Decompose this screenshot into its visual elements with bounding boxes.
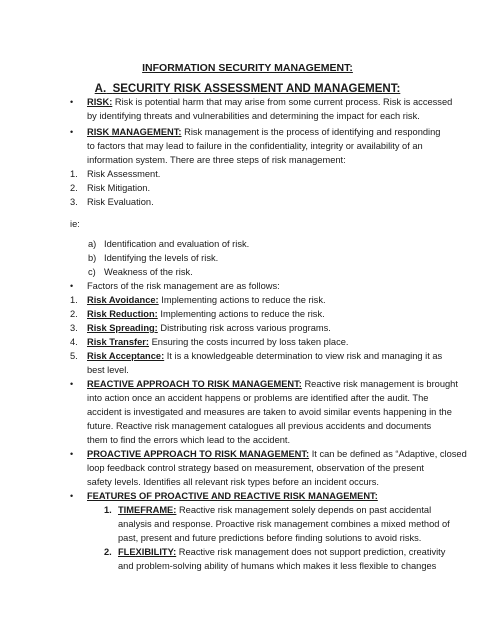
step-num: 1. [70,169,78,179]
risk-label: RISK: [87,97,113,107]
proactive-line-3: safety levels. Identifies all relevant risk types before an incident occurs. [87,477,379,487]
features-label-line [87,490,378,502]
proactive-text-1: It can be defined as “Adaptive, closed [309,449,467,459]
risk-management-label: RISK MANAGEMENT: [87,127,182,137]
ie-label: ie: [70,219,80,229]
factor-item [87,322,331,334]
proactive-line-1 [87,448,467,460]
feature-label: TIMEFRAME: [118,505,177,515]
bullet-proactive: • [70,449,74,459]
factor-text: Distributing risk across various programs. [157,323,331,333]
reactive-line-4: future. Reactive risk management catalogues all previous accidents and documents [87,421,432,431]
factor-label: Risk Transfer: [87,337,150,347]
factor-label: Risk Acceptance: [87,351,165,361]
factor-num: 4. [70,337,78,347]
factor-item [87,294,326,306]
feature-1-line-2: analysis and response. Proactive risk management combines a mixed method of [118,519,450,529]
feature-2-line-1 [118,546,445,558]
rm-line-3: information system. There are three steps of risk management: [87,155,346,165]
factor-item [87,336,349,348]
risk-text-1: Risk is potential harm that may arise from some current process. Risk is accessed [112,97,453,107]
step-text: Risk Evaluation. [87,197,154,207]
factor-item [87,350,442,362]
sub-item-text: Weakness of the risk. [104,267,193,277]
factor-num: 5. [70,351,78,361]
sub-item-text: Identifying the levels of risk. [104,253,219,263]
document-title: INFORMATION SECURITY MANAGEMENT: [142,62,353,74]
sub-item-letter: c) [88,267,96,277]
feature-num: 2. [104,547,112,557]
factor-item [87,308,325,320]
bullet-features: • [70,491,74,501]
feature-1-line-3: past, present and future predictions before finding solutions to avoid risks. [118,533,422,543]
step-text: Risk Assessment. [87,169,161,179]
reactive-label: REACTIVE APPROACH TO RISK MANAGEMENT: [87,379,302,389]
rm-line-2: to factors that may lead to failure in the confidentiality, integrity or availability of an [87,141,423,151]
bullet-risk: • [70,97,74,107]
risk-line-2: by identifying threats and vulnerabilities and determining the impact for each risk. [87,111,420,121]
factor-num: 1. [70,295,78,305]
factor-text: Implementing actions to reduce the risk. [157,309,325,319]
sub-item-text: Identification and evaluation of risk. [104,239,250,249]
factors-intro: Factors of the risk management are as follows: [87,281,280,291]
factor-text: Implementing actions to reduce the risk. [158,295,326,305]
feature-text: Reactive risk management does not support prediction, creativity [176,547,446,557]
factor-text: It is a knowledgeable determination to view risk and managing it as [164,351,443,361]
feature-label: FLEXIBILITY: [118,547,177,557]
step-num: 2. [70,183,78,193]
reactive-line-3: accident is investigated and measures are taken to avoid similar events happening in the [87,407,452,417]
risk-line-1 [87,96,452,108]
factor-label: Risk Spreading: [87,323,158,333]
step-num: 3. [70,197,78,207]
factor-label: Risk Reduction: [87,309,158,319]
rm-text-1: Risk management is the process of identifying and responding [181,127,441,137]
sub-item-letter: a) [88,239,97,249]
reactive-line-1 [87,378,458,390]
factor-num: 3. [70,323,78,333]
feature-text: Reactive risk management solely depends on past accidental [176,505,432,515]
feature-num: 1. [104,505,112,515]
reactive-text-1: Reactive risk management is brought [301,379,458,389]
section-a-letter: A. [94,83,107,95]
reactive-line-5: them to find the errors which lead to the accident. [87,435,291,445]
rm-line-1 [87,126,440,138]
bullet-factors: • [70,281,74,291]
proactive-label: PROACTIVE APPROACH TO RISK MANAGEMENT: [87,449,310,459]
factor-num: 2. [70,309,78,319]
factor-5-cont: best level. [87,365,129,375]
step-text: Risk Mitigation. [87,183,151,193]
section-a-title: SECURITY RISK ASSESSMENT AND MANAGEMENT: [112,83,401,95]
section-a-heading [0,83,495,95]
factor-label: Risk Avoidance: [87,295,159,305]
feature-1-line-1 [118,504,431,516]
sub-item-letter: b) [88,253,97,263]
bullet-risk-management: • [70,127,74,137]
factor-text: Ensuring the costs incurred by loss taken place. [149,337,349,347]
reactive-line-2: into action once an accident happens or problems are identified after the audit. The [87,393,429,403]
feature-2-line-2: and problem-solving ability of humans which makes it less flexible to changes [118,561,437,571]
bullet-reactive: • [70,379,74,389]
proactive-line-2: loop feedback control strategy based on measurement, observation of the present [87,463,424,473]
features-label: FEATURES OF PROACTIVE AND REACTIVE RISK MANAGEMENT: [87,491,378,501]
